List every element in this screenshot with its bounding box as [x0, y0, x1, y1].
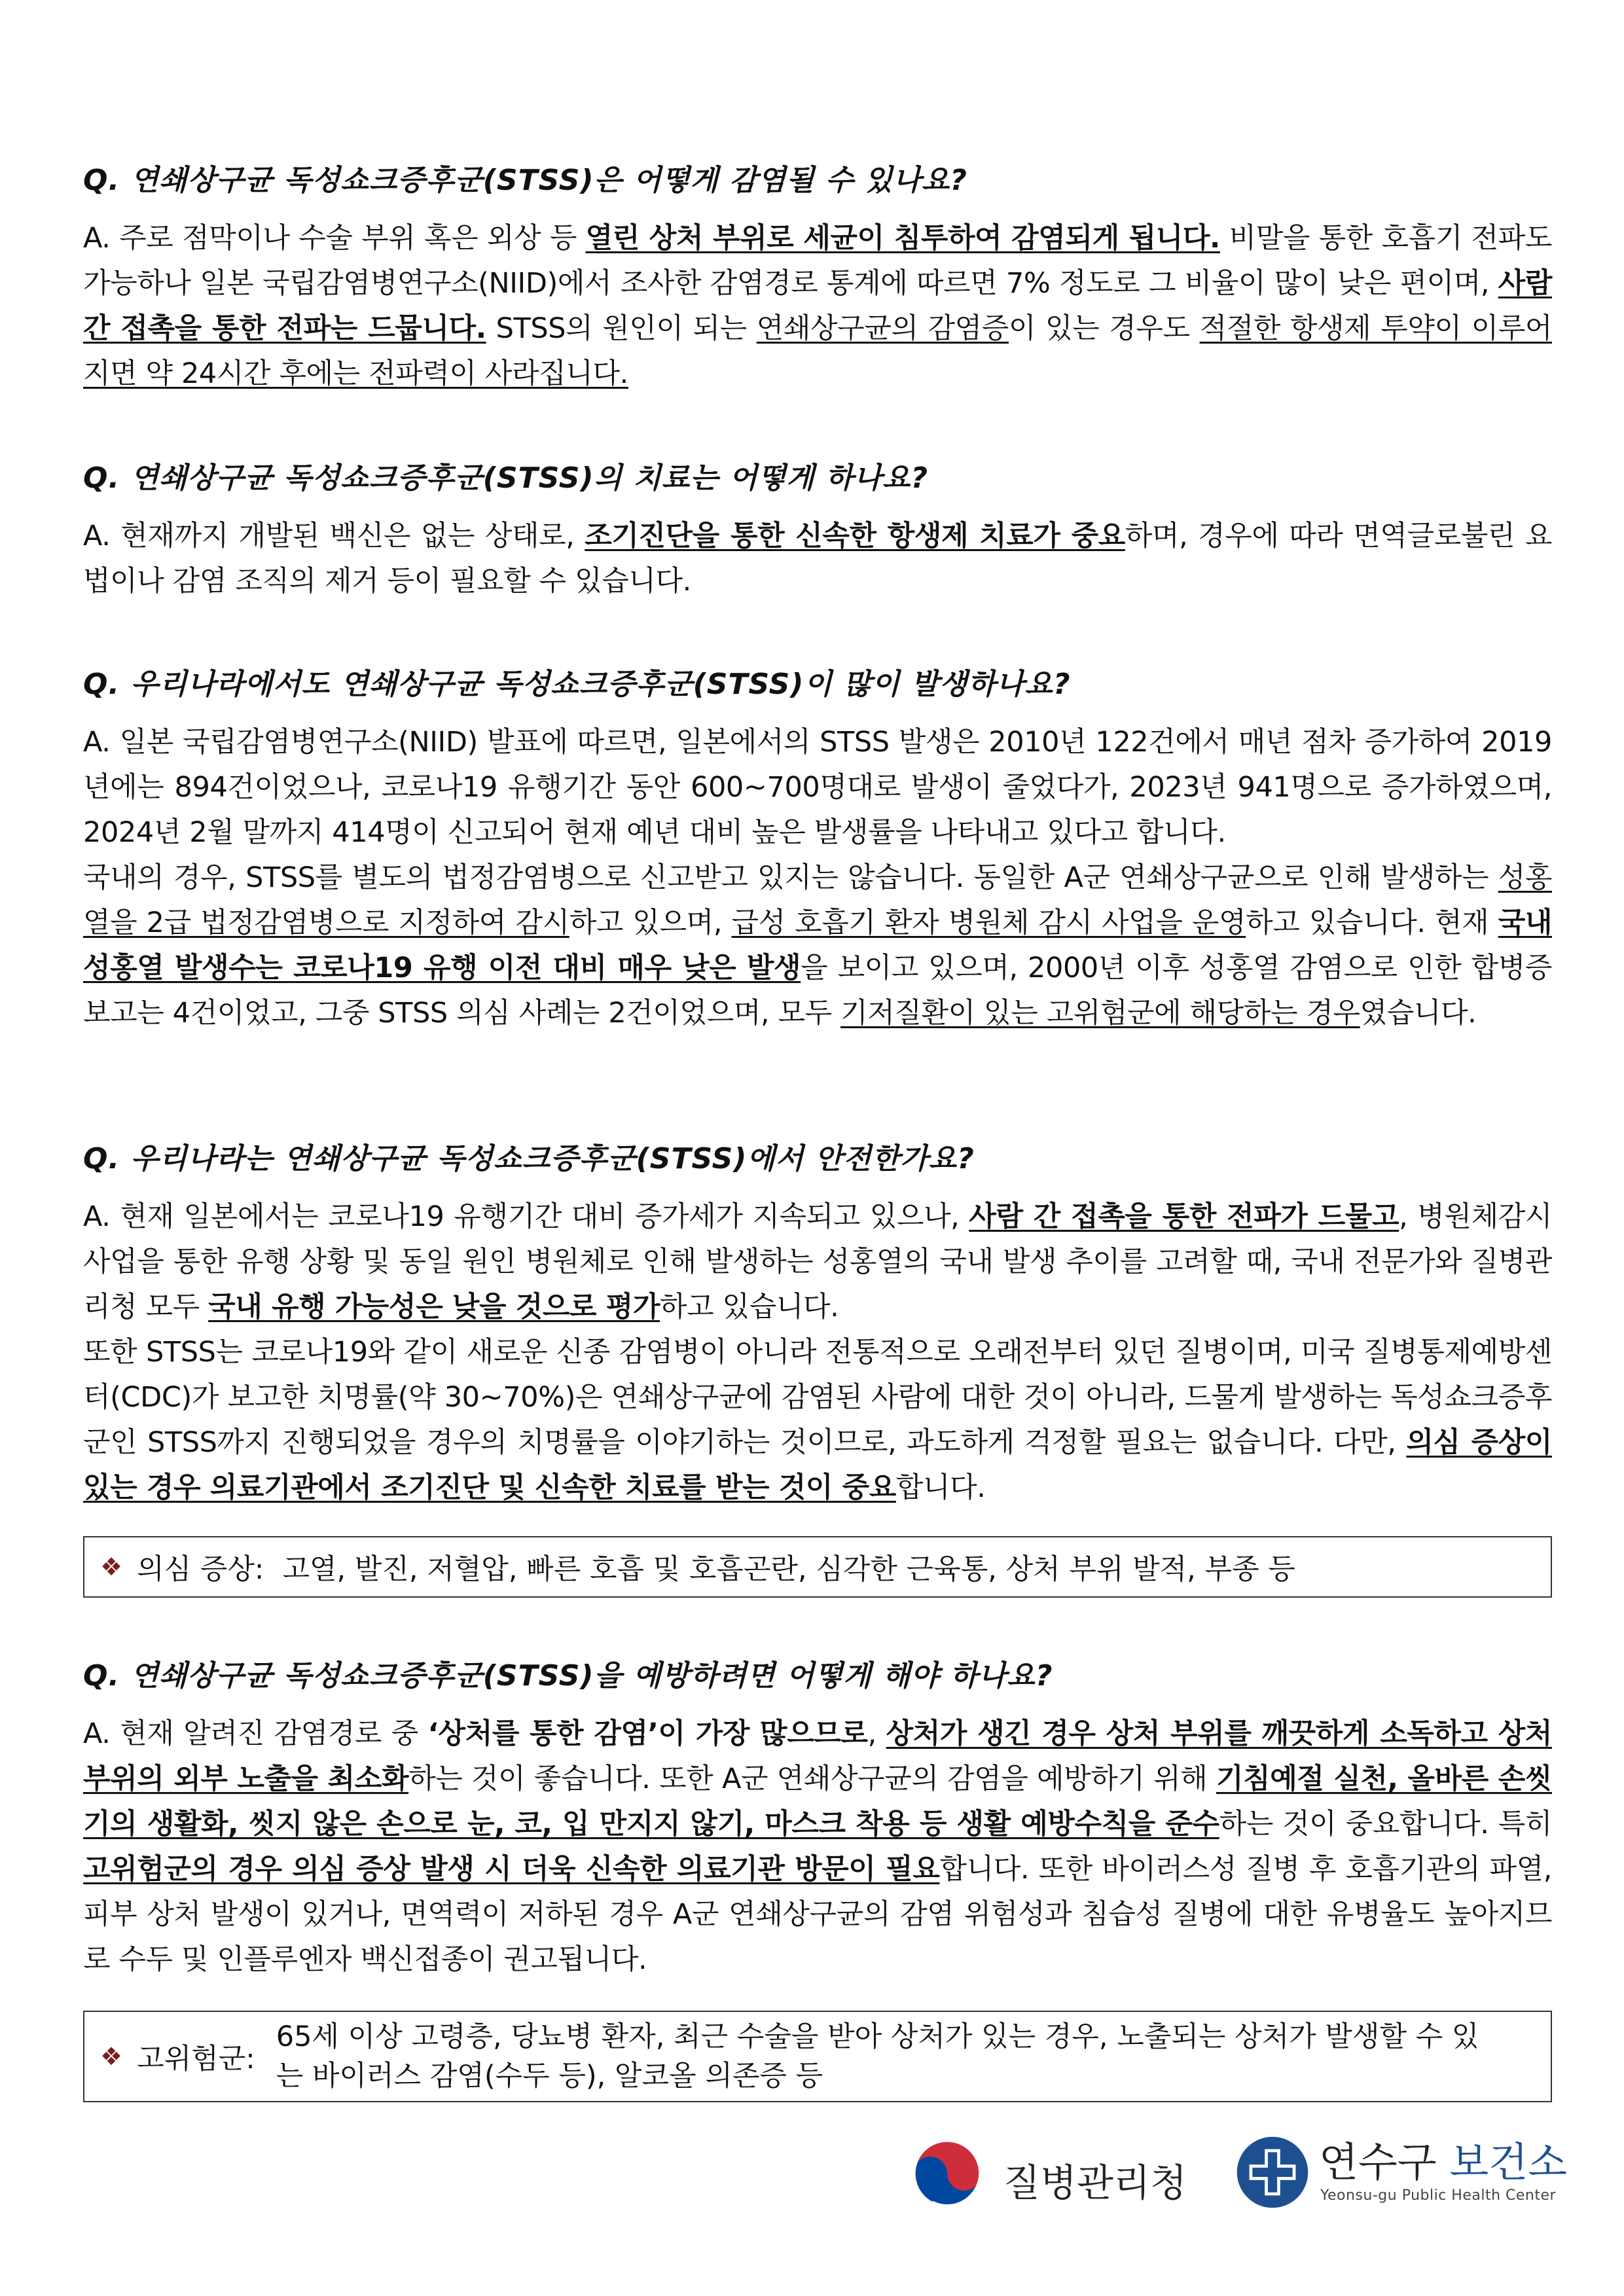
question-1: Q. 연쇄상구균 독성쇼크증후군(STSS)은 어떻게 감염될 수 있나요? [83, 164, 967, 197]
answer-text: 하며, 경우에 따라 면역글로불린 요법이나 감염 조직의 제거 등이 필요할 수 있습니다. [83, 520, 1552, 598]
answer-5 [83, 1712, 1552, 1982]
answer-3 [83, 720, 1552, 1036]
high-risk-box [83, 2011, 1552, 2102]
emphasized-text: 적절한 항생제 투약이 이루어지면 약 24시간 후에는 전파력이 사라집니다. [83, 312, 1553, 390]
emphasized-text: 조기진단을 통한 신속한 항생제 치료가 중요 [585, 520, 1125, 552]
emphasized-text: 상처가 생긴 경우 상처 부위를 깨끗하게 소독하고 상처 부위의 외부 노출을 최소화 [83, 1717, 1552, 1795]
answer-3-paragraph-1 [83, 720, 1552, 855]
taegeuk-icon [909, 2135, 986, 2212]
question-4: Q. 우리나라는 연쇄상구균 독성쇼크증후군(STSS)에서 안전한가요? [83, 1142, 975, 1175]
symptoms-text: 고열, 발진, 저혈압, 빠른 호흡 및 호흡곤란, 심각한 근육통, 상처 부위 발적, 부종 등 [282, 1552, 1295, 1586]
answer-text: 하는 것이 좋습니다. 또한 A군 연쇄상구균의 감염을 예방하기 위해 [408, 1763, 1216, 1795]
answer-text: 하는 것이 중요합니다. 특히 [1219, 1808, 1553, 1840]
answer-text: A. 현재까지 개발된 백신은 없는 상태로, [83, 520, 585, 552]
answer-text: A. 현재 알려진 감염경로 중 [83, 1717, 428, 1750]
high-risk-text: 65세 이상 고령층, 당뇨병 환자, 최근 수술을 받아 상처가 있는 경우, 노출되는 상처가 발생할 수 있는 바이러스 감염(수두 등), 알코올 의존증 등 [276, 2020, 1479, 2092]
answer-text: 하고 있습니다. 현재 [1246, 906, 1498, 939]
question-5: Q. 연쇄상구균 독성쇼크증후군(STSS)을 예방하려면 어떻게 해야 하나요? [83, 1659, 1053, 1693]
qa-section-5 [83, 1657, 1552, 1695]
answer-text: STSS의 원인이 되는 [486, 312, 757, 345]
emphasized-text: 기저질환이 있는 고위험군에 해당하는 경우 [840, 997, 1360, 1030]
emphasized-text: 고위험군의 경우 의심 증상 발생 시 더욱 신속한 의료기관 방문이 필요 [83, 1853, 940, 1886]
diamond-bullet-icon: ❖ [100, 2042, 123, 2071]
answer-text: A. 현재 일본에서는 코로나19 유행기간 대비 증가세가 지속되고 있으나, [83, 1200, 969, 1233]
answer-text: 였습니다. [1360, 997, 1477, 1030]
clinic-logo [1234, 2130, 1568, 2221]
clinic-name-prefix: 연수구 [1319, 2138, 1450, 2186]
answer-text: 합니다. [895, 1471, 986, 1504]
symptoms-label: 의심 증상: [137, 1552, 264, 1586]
answer-text: , [867, 1717, 886, 1750]
emphasized-text: 연쇄상구균의 감염증 [756, 312, 1009, 345]
emphasized-text: 열린 상처 부위로 세균이 침투하여 감염되게 됩니다. [585, 222, 1220, 255]
answer-text: 하고 있습니다. [660, 1291, 839, 1323]
answer-text: 을 보이고 있으며, 2000년 이후 성홍열 감염으로 인한 합병증 보고는 4건이었고, 그중 STSS 의심 사례는 2건이었으며, 모두 [83, 952, 1552, 1030]
emphasized-text: 사람 간 접촉을 통한 전파가 드물고 [969, 1200, 1399, 1233]
answer-4-paragraph-2 [83, 1330, 1552, 1511]
answer-text: 합니다. 또한 바이러스성 질병 후 호흡기관의 파열, 피부 상처 발생이 있거나, 면역력이 저하된 경우 A군 연쇄상구균의 감염 위험성과 침습성 질병에 대한 유병율도 높아지므로 수두 및 인플루엔자 백신접종이 권고됩니다. [83, 1853, 1552, 1976]
answer-2 [83, 514, 1552, 604]
answer-text: , 병원체감시 사업을 통한 유행 상황 및 동일 원인 병원체로 인해 발생하는 성홍열의 국내 발생 추이를 고려할 때, 국내 전문가와 질병관리청 모두 [83, 1200, 1552, 1323]
diamond-bullet-icon: ❖ [100, 1552, 123, 1581]
answer-text: 국내의 경우, STSS를 별도의 법정감염병으로 신고받고 있지는 않습니다. 동일한 A군 연쇄상구균으로 인해 발생하는 [83, 861, 1498, 894]
answer-3-paragraph-2 [83, 855, 1552, 1036]
emphasized-text: ‘상처를 통한 감염’이 가장 많으므로 [427, 1717, 868, 1750]
qa-section-4 [83, 1140, 1552, 1178]
kdca-name: 질병관리청 [1003, 2161, 1187, 2205]
emphasized-text: 사람 간 접촉을 통한 전파는 드뭅니다. [83, 267, 1552, 345]
clinic-name-main: 보건소 [1449, 2138, 1568, 2186]
emphasized-text: 성홍열을 2급 법정감염병으로 지정하여 감시 [83, 861, 1552, 939]
question-2: Q. 연쇄상구균 독성쇼크증후군(STSS)의 치료는 어떻게 하나요? [83, 461, 929, 495]
answer-4 [83, 1194, 1552, 1511]
clinic-name-english: Yeonsu-gu Public Health Center [1320, 2187, 1557, 2204]
emphasized-text: 국내 성홍열 발생수는 코로나19 유행 이전 대비 매우 낮은 발생 [83, 906, 1552, 984]
footer-logos [0, 2115, 1624, 2246]
answer-text: 이 있는 경우도 [1008, 312, 1200, 345]
kdca-logo [909, 2135, 1216, 2214]
health-center-emblem-icon [1234, 2134, 1311, 2211]
symptoms-box [83, 1536, 1552, 1598]
answer-text: 하고 있으며, [569, 906, 732, 939]
emphasized-text: 의심 증상이 있는 경우 의료기관에서 조기진단 및 신속한 치료를 받는 것이 중요 [83, 1426, 1552, 1504]
qa-section-2 [83, 459, 1552, 497]
emphasized-text: 기침예절 실천, 올바른 손씻기의 생활화, 씻지 않은 손으로 눈, 코, 입 만지지 않기, 마스크 착용 등 생활 예방수칙을 준수 [83, 1763, 1552, 1840]
answer-text: A. 주로 점막이나 수술 부위 혹은 외상 등 [83, 222, 586, 255]
high-risk-label: 고위험군: [137, 2042, 255, 2075]
qa-section-3 [83, 666, 1552, 704]
qa-section-1 [83, 162, 1552, 200]
answer-1 [83, 216, 1552, 397]
emphasized-text: 급성 호흡기 환자 병원체 감시 사업을 운영 [731, 906, 1246, 939]
answer-text: 또한 STSS는 코로나19와 같이 새로운 신종 감염병이 아니라 전통적으로 오래전부터 있던 질병이며, 미국 질병통제예방센터(CDC)가 보고한 치명률(약 30~70%)은 연쇄상구균에 감염된 사람에 대한 것이 아니라, 드물게 발생하는 독성쇼크증후군인 STSS까지 진행되었을 경우의 치명률을 이야기하는 것이므로, 과도하게 걱정할 필요는 없습니다. 다만, [83, 1336, 1552, 1459]
answer-text: 비말을 통한 호흡기 전파도 가능하나 일본 국립감염병연구소(NIID)에서 조사한 감염경로 통계에 따르면 7% 정도로 그 비율이 많이 낮은 편이며, [83, 222, 1552, 300]
answer-4-paragraph-1 [83, 1194, 1552, 1330]
emphasized-text: 국내 유행 가능성은 낮을 것으로 평가 [208, 1291, 660, 1323]
question-3: Q. 우리나라에서도 연쇄상구균 독성쇼크증후군(STSS)이 많이 발생하나요? [83, 668, 1071, 701]
answer-text: A. 일본 국립감염병연구소(NIID) 발표에 따르면, 일본에서의 STSS 발생은 2010년 122건에서 매년 점차 증가하여 2019년에는 894건이었으나, 코로나19 유행기간 동안 600~700명대로 발생이 줄었다가, 2023년 941명으로 증가하였으며, 2024년 2월 말까지 414명이 신고되어 현재 예년 대비 높은 발생률을 나타내고 있다고 합니다. [83, 726, 1552, 849]
